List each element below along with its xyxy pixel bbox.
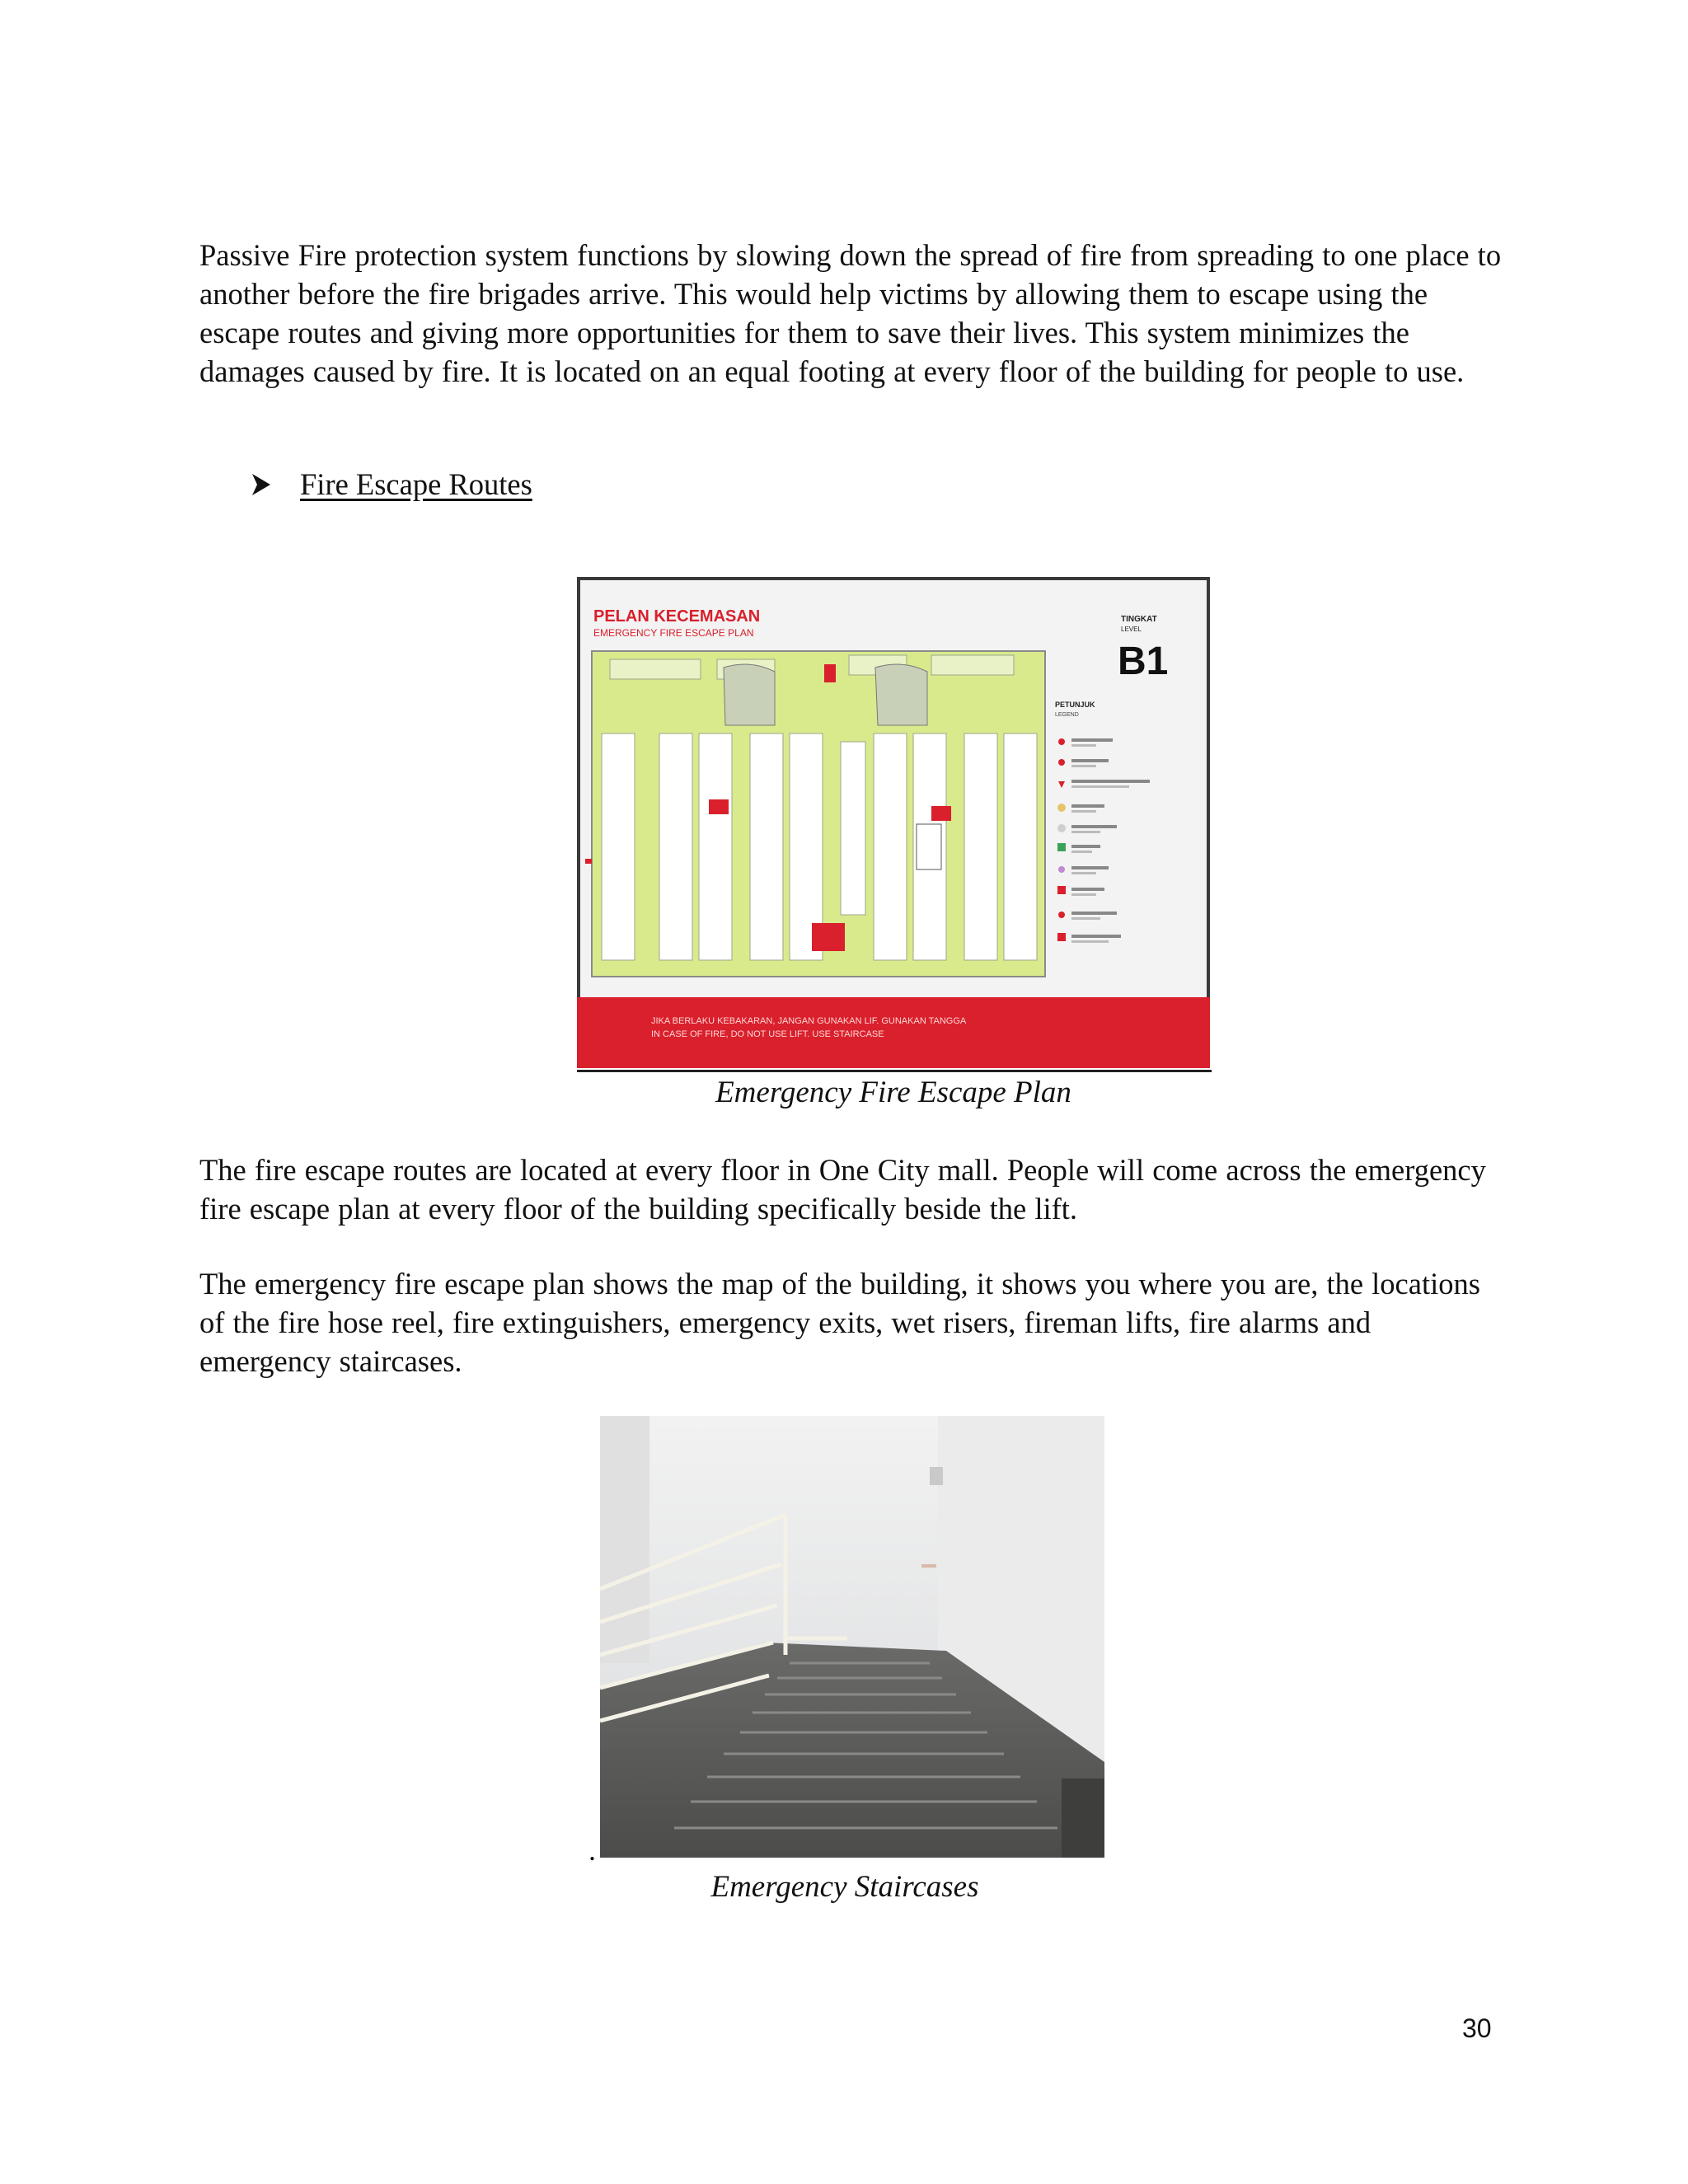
bullet-fire-escape-routes [252,465,532,504]
emergency-fire-escape-plan-image [577,577,1210,1068]
paragraph-escape-routes-location: The fire escape routes are located at every floor in One City mall. People will come across the emergency fire escape plan at every floor of the building specifically beside the lift. [199,1153,1486,1226]
caption-emergency-fire-escape-plan: Emergency Fire Escape Plan [715,1076,1071,1109]
sign-footer-line-1: JIKA BERLAKU KEBAKARAN, JANGAN GUNAKAN LIF. GUNAKAN TANGGA [651,1016,967,1026]
level-value: B1 [1118,640,1169,683]
sign-title: PELAN KECEMASAN [593,607,761,626]
emergency-staircase-image [600,1416,1104,1858]
bullet-heading: Fire Escape Routes [300,467,532,501]
arrow-bullet-icon [252,474,270,495]
caption-emergency-staircases: Emergency Staircases [710,1870,979,1904]
paragraph-passive-fire-protection: Passive Fire protection system functions by slowing down the spread of fire from spreading to one place to another before the fire brigades arrive. This would help victims by allowing them to escape using the escape routes and giving more opportunities for them to save their lives. This system minimizes the damages caused by fire. It is located on an equal footing at every floor of the building for people to use. [199,238,1502,388]
figure-divider [577,1070,1212,1072]
wall-fixture [930,1467,943,1485]
sign-footer-line-2: IN CASE OF FIRE, DO NOT USE LIFT. USE STAIRCASE [651,1029,884,1039]
page-number: 30 [1462,2013,1492,2043]
level-label-en: LEVEL [1121,626,1142,633]
legend-title-en: LEGEND [1055,712,1079,718]
stray-dot: . [588,1834,596,1867]
paragraph-escape-plan-contents: The emergency fire escape plan shows the map of the building, it shows you where you are, the locations of the fire hose reel, fire extinguishers, emergency exits, wet risers, fireman lifts, fire alarms and emergency staircases. [199,1267,1480,1378]
sign-subtitle: EMERGENCY FIRE ESCAPE PLAN [593,627,754,639]
legend-title: PETUNJUK [1055,701,1095,709]
level-label: TINGKAT [1121,615,1157,624]
